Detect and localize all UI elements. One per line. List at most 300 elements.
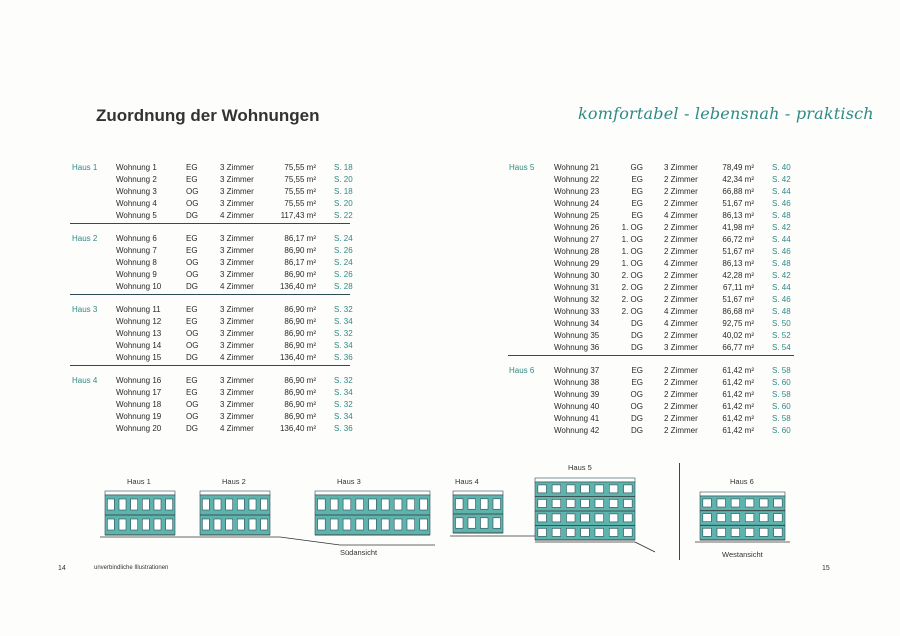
label-haus3: Haus 3: [337, 477, 361, 486]
rooms: 4 Zimmer: [664, 211, 698, 220]
apartment-name: Wohnung 3: [116, 187, 157, 196]
illustration-divider: [679, 463, 680, 560]
floor: EG: [186, 175, 198, 184]
rooms: 2 Zimmer: [664, 295, 698, 304]
rooms: 2 Zimmer: [664, 199, 698, 208]
table-row: [70, 245, 353, 257]
area: 86,90 m²: [284, 388, 316, 397]
area: 67,11 m²: [723, 283, 754, 292]
table-row: [70, 352, 353, 364]
apartment-name: Wohnung 6: [116, 234, 157, 243]
floor: OG: [186, 412, 199, 421]
rooms: 3 Zimmer: [220, 376, 254, 385]
window: [202, 499, 209, 510]
apartment-name: Wohnung 33: [554, 307, 600, 316]
house-label: Haus 4: [72, 376, 98, 385]
rooms: 2 Zimmer: [664, 271, 698, 280]
window: [381, 519, 389, 530]
house-label: Haus 2: [72, 234, 98, 243]
area: 86,90 m²: [284, 412, 316, 421]
floor: 1. OG: [621, 247, 643, 256]
floor: EG: [631, 211, 643, 220]
area: 66,88 m²: [722, 187, 754, 196]
apartment-name: Wohnung 18: [116, 400, 162, 409]
floor: 1. OG: [621, 223, 643, 232]
page-ref: S. 24: [334, 234, 353, 243]
house-group: [70, 233, 353, 295]
rooms: 4 Zimmer: [664, 319, 698, 328]
floor: OG: [186, 400, 199, 409]
page-ref: S. 34: [334, 317, 353, 326]
window: [226, 499, 233, 510]
window: [595, 485, 604, 493]
rooms: 3 Zimmer: [220, 175, 254, 184]
area: 75,55 m²: [284, 187, 316, 196]
window: [624, 528, 633, 536]
table-row: [70, 233, 353, 245]
apartment-name: Wohnung 29: [554, 259, 600, 268]
apartment-name: Wohnung 14: [116, 341, 162, 350]
window: [609, 499, 618, 507]
rooms: 3 Zimmer: [220, 270, 254, 279]
table-row: [70, 399, 353, 411]
area: 51,67 m²: [722, 247, 754, 256]
haus4-haus5-illustration: [450, 470, 665, 555]
window: [538, 499, 547, 507]
apartment-name: Wohnung 28: [554, 247, 600, 256]
page-ref: S. 58: [772, 366, 791, 375]
area: 136,40 m²: [279, 282, 316, 291]
apartment-name: Wohnung 22: [554, 175, 600, 184]
window: [774, 514, 783, 522]
window: [107, 499, 114, 510]
page-ref: S. 60: [772, 402, 791, 411]
window: [595, 528, 604, 536]
rooms: 3 Zimmer: [220, 305, 254, 314]
label-haus5: Haus 5: [568, 463, 592, 472]
area: 75,55 m²: [284, 175, 316, 184]
apartment-name: Wohnung 21: [554, 163, 600, 172]
floor: EG: [631, 175, 643, 184]
rooms: 3 Zimmer: [220, 187, 254, 196]
house-label: Haus 5: [509, 163, 535, 172]
table-row: [508, 306, 794, 318]
floor: 2. OG: [621, 271, 643, 280]
window: [609, 485, 618, 493]
table-row: [508, 377, 794, 389]
roof-line: [535, 478, 635, 482]
table-row: [508, 318, 794, 330]
rooms: 4 Zimmer: [664, 259, 698, 268]
apartment-name: Wohnung 42: [554, 426, 600, 435]
table-row: [70, 281, 353, 293]
rooms: 4 Zimmer: [220, 282, 254, 291]
area: 61,42 m²: [722, 414, 754, 423]
floor: 2. OG: [621, 283, 643, 292]
window: [154, 519, 161, 530]
apartment-name: Wohnung 7: [116, 246, 157, 255]
window: [552, 514, 561, 522]
page-ref: S. 26: [334, 270, 353, 279]
floor: EG: [186, 163, 198, 172]
page-ref: S. 42: [772, 223, 791, 232]
page-ref: S. 34: [334, 412, 353, 421]
rooms: 3 Zimmer: [220, 400, 254, 409]
page-ref: S. 34: [334, 341, 353, 350]
area: 41,98 m²: [722, 223, 754, 232]
area: 51,67 m²: [722, 199, 754, 208]
area: 78,49 m²: [722, 163, 754, 172]
window: [538, 514, 547, 522]
floor: OG: [186, 187, 199, 196]
area: 86,90 m²: [284, 317, 316, 326]
apartment-name: Wohnung 27: [554, 235, 600, 244]
window: [356, 499, 364, 510]
table-row: [70, 257, 353, 269]
page-ref: S. 20: [334, 199, 353, 208]
table-row: [508, 234, 794, 246]
page-ref: S. 58: [772, 390, 791, 399]
page-ref: S. 48: [772, 307, 791, 316]
table-row: [508, 186, 794, 198]
floor: GG: [630, 163, 643, 172]
floor: EG: [631, 187, 643, 196]
window: [731, 514, 740, 522]
window: [166, 499, 173, 510]
rooms: 4 Zimmer: [220, 353, 254, 362]
rooms: 2 Zimmer: [664, 247, 698, 256]
page-ref: S. 36: [334, 353, 353, 362]
floor: EG: [186, 246, 198, 255]
table-row: [70, 328, 353, 340]
house-group: [508, 162, 794, 356]
window: [468, 518, 476, 528]
area: 42,28 m²: [722, 271, 754, 280]
rooms: 2 Zimmer: [664, 235, 698, 244]
page-ref: S. 32: [334, 329, 353, 338]
area: 86,90 m²: [284, 270, 316, 279]
west-elevation-illustration: [695, 488, 790, 548]
house-group: [508, 365, 794, 438]
table-row: [70, 198, 353, 210]
page-ref: S. 46: [772, 295, 791, 304]
roof-line: [700, 492, 785, 496]
window: [481, 518, 489, 528]
floor: EG: [186, 317, 198, 326]
page-ref: S. 22: [334, 211, 353, 220]
floor: DG: [631, 331, 643, 340]
page-ref: S. 52: [772, 331, 791, 340]
floor: EG: [186, 234, 198, 243]
area: 61,42 m²: [722, 366, 754, 375]
page-ref: S. 18: [334, 187, 353, 196]
table-row: [508, 198, 794, 210]
floor: 1. OG: [621, 235, 643, 244]
rooms: 3 Zimmer: [220, 341, 254, 350]
page-ref: S. 40: [772, 163, 791, 172]
table-row: [508, 282, 794, 294]
floor: DG: [186, 424, 198, 433]
page-ref: S. 44: [772, 283, 791, 292]
table-row: [508, 162, 794, 174]
apartment-name: Wohnung 36: [554, 343, 600, 352]
area: 61,42 m²: [722, 402, 754, 411]
apartment-name: Wohnung 24: [554, 199, 600, 208]
window: [624, 499, 633, 507]
label-haus6: Haus 6: [730, 477, 754, 486]
rooms: 2 Zimmer: [664, 283, 698, 292]
apartment-name: Wohnung 23: [554, 187, 600, 196]
window: [481, 499, 489, 509]
window: [624, 514, 633, 522]
area: 86,90 m²: [284, 376, 316, 385]
table-row: [70, 186, 353, 198]
window: [237, 519, 244, 530]
window: [356, 519, 364, 530]
window: [760, 528, 769, 536]
area: 66,72 m²: [722, 235, 754, 244]
page-ref: S. 26: [334, 246, 353, 255]
page-ref: S. 34: [334, 388, 353, 397]
slogan: komfortabel - lebensnah - praktisch: [578, 104, 874, 123]
window: [394, 519, 402, 530]
area: 86,90 m²: [284, 246, 316, 255]
rooms: 3 Zimmer: [220, 199, 254, 208]
window: [703, 514, 712, 522]
window: [420, 499, 428, 510]
floor: OG: [186, 258, 199, 267]
rooms: 4 Zimmer: [220, 424, 254, 433]
area: 86,17 m²: [284, 258, 316, 267]
window: [369, 519, 377, 530]
window: [154, 499, 161, 510]
page-ref: S. 18: [334, 163, 353, 172]
roof-line: [453, 491, 503, 495]
page-ref: S. 50: [772, 319, 791, 328]
apartment-name: Wohnung 16: [116, 376, 162, 385]
table-row: [70, 316, 353, 328]
window: [566, 499, 575, 507]
table-row: [508, 365, 794, 377]
table-row: [508, 222, 794, 234]
apartment-name: Wohnung 20: [116, 424, 162, 433]
window: [731, 499, 740, 507]
page-ref: S. 28: [334, 282, 353, 291]
floor: 2. OG: [621, 295, 643, 304]
window: [456, 499, 464, 509]
rooms: 2 Zimmer: [664, 331, 698, 340]
apartment-name: Wohnung 2: [116, 175, 157, 184]
window: [609, 528, 618, 536]
rooms: 3 Zimmer: [220, 329, 254, 338]
table-row: [70, 375, 353, 387]
floor: EG: [631, 199, 643, 208]
table-row: [508, 330, 794, 342]
window: [581, 528, 590, 536]
window: [609, 514, 618, 522]
window: [343, 499, 351, 510]
rooms: 3 Zimmer: [220, 412, 254, 421]
area: 86,17 m²: [284, 234, 316, 243]
floor: DG: [631, 414, 643, 423]
window: [420, 519, 428, 530]
house-label: Haus 1: [72, 163, 98, 172]
label-suedansicht: Südansicht: [340, 548, 378, 557]
window: [330, 499, 338, 510]
floor: DG: [186, 282, 198, 291]
window: [394, 499, 402, 510]
window: [343, 519, 351, 530]
window: [774, 528, 783, 536]
window: [703, 528, 712, 536]
rooms: 2 Zimmer: [664, 187, 698, 196]
apartment-name: Wohnung 30: [554, 271, 600, 280]
table-row: [70, 174, 353, 186]
rooms: 3 Zimmer: [220, 246, 254, 255]
area: 136,40 m²: [279, 424, 316, 433]
page-ref: S. 42: [772, 175, 791, 184]
window: [407, 499, 415, 510]
window: [131, 519, 138, 530]
area: 51,67 m²: [722, 295, 754, 304]
apartment-name: Wohnung 8: [116, 258, 157, 267]
apartment-table-right: [508, 162, 794, 447]
page-ref: S. 32: [334, 376, 353, 385]
table-row: [70, 269, 353, 281]
window: [566, 528, 575, 536]
area: 66,77 m²: [722, 343, 754, 352]
window: [318, 519, 326, 530]
apartment-name: Wohnung 37: [554, 366, 600, 375]
table-row: [70, 423, 353, 435]
page-ref: S. 20: [334, 175, 353, 184]
apartment-name: Wohnung 13: [116, 329, 162, 338]
table-row: [70, 387, 353, 399]
floor: OG: [186, 270, 199, 279]
house-label: Haus 6: [509, 366, 535, 375]
rooms: 2 Zimmer: [664, 223, 698, 232]
table-row: [70, 210, 353, 222]
window: [493, 518, 501, 528]
area: 61,42 m²: [722, 378, 754, 387]
window: [318, 499, 326, 510]
page-number-right: 15: [822, 565, 830, 572]
rooms: 4 Zimmer: [220, 211, 254, 220]
rooms: 2 Zimmer: [664, 378, 698, 387]
ground-line: [280, 537, 340, 545]
page-ref: S. 46: [772, 247, 791, 256]
table-row: [508, 210, 794, 222]
apartment-name: Wohnung 1: [116, 163, 157, 172]
floor: OG: [186, 329, 199, 338]
table-row: [508, 425, 794, 437]
page-ref: S. 24: [334, 258, 353, 267]
window: [131, 499, 138, 510]
window: [261, 519, 268, 530]
area: 117,43 m²: [280, 211, 316, 220]
table-row: [70, 304, 353, 316]
floor: EG: [631, 366, 643, 375]
page-ref: S. 48: [772, 211, 791, 220]
table-row: [70, 411, 353, 423]
table-row: [508, 174, 794, 186]
floor: DG: [186, 353, 198, 362]
window: [703, 499, 712, 507]
rooms: 3 Zimmer: [220, 163, 254, 172]
window: [717, 514, 726, 522]
window: [581, 499, 590, 507]
window: [717, 528, 726, 536]
ground-line: [635, 542, 655, 552]
window: [552, 528, 561, 536]
window: [468, 499, 476, 509]
window: [745, 499, 754, 507]
floor: DG: [186, 211, 198, 220]
rooms: 2 Zimmer: [664, 426, 698, 435]
house-group: [70, 162, 353, 224]
area: 61,42 m²: [722, 426, 754, 435]
window: [407, 519, 415, 530]
window: [142, 519, 149, 530]
window: [119, 519, 126, 530]
page-ref: S. 58: [772, 414, 791, 423]
apartment-name: Wohnung 26: [554, 223, 600, 232]
apartment-name: Wohnung 4: [116, 199, 157, 208]
window: [538, 485, 547, 493]
house-group: [70, 304, 353, 366]
floor: DG: [631, 319, 643, 328]
area: 86,68 m²: [722, 307, 754, 316]
window: [261, 499, 268, 510]
rooms: 2 Zimmer: [664, 366, 698, 375]
apartment-name: Wohnung 10: [116, 282, 162, 291]
window: [745, 528, 754, 536]
apartment-name: Wohnung 17: [116, 388, 162, 397]
floor: EG: [631, 378, 643, 387]
window: [745, 514, 754, 522]
apartment-name: Wohnung 12: [116, 317, 162, 326]
rooms: 3 Zimmer: [220, 258, 254, 267]
apartment-name: Wohnung 39: [554, 390, 600, 399]
table-row: [508, 389, 794, 401]
window: [214, 499, 221, 510]
window: [566, 514, 575, 522]
window: [202, 519, 209, 530]
floor: 1. OG: [621, 259, 643, 268]
window: [581, 514, 590, 522]
label-haus1: Haus 1: [127, 477, 151, 486]
apartment-name: Wohnung 41: [554, 414, 600, 423]
rooms: 3 Zimmer: [220, 317, 254, 326]
page-ref: S. 44: [772, 235, 791, 244]
table-row: [508, 270, 794, 282]
apartment-name: Wohnung 38: [554, 378, 600, 387]
rooms: 2 Zimmer: [664, 402, 698, 411]
window: [381, 499, 389, 510]
floor: EG: [186, 305, 198, 314]
page-ref: S. 32: [334, 400, 353, 409]
page-ref: S. 32: [334, 305, 353, 314]
window: [107, 519, 114, 530]
table-row: [508, 258, 794, 270]
area: 86,90 m²: [284, 341, 316, 350]
label-haus2: Haus 2: [222, 477, 246, 486]
area: 92,75 m²: [722, 319, 754, 328]
floor: OG: [186, 341, 199, 350]
table-row: [508, 413, 794, 425]
window: [330, 519, 338, 530]
area: 75,55 m²: [284, 163, 316, 172]
